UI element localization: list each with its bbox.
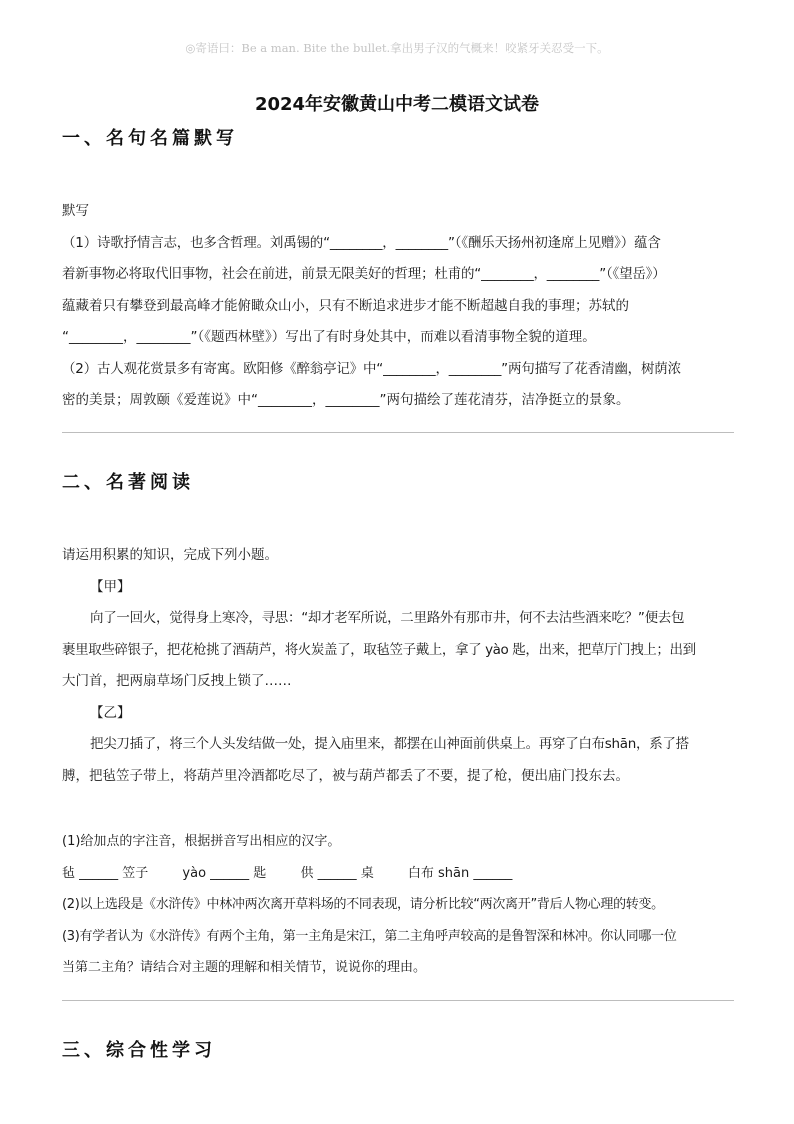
passage-jia-line: 向了一回火，觉得身上寒冷，寻思：“却才老军所说，二里路外有那市井，何不去沽些酒来吃？”便去包 <box>90 610 685 626</box>
passage-jia-label: 【甲】 <box>90 578 131 595</box>
section-heading-2: 二、名著阅读 <box>62 472 194 493</box>
section-2-body <box>62 540 734 792</box>
section-heading-3: 三、综合性学习 <box>62 1040 216 1061</box>
section-1-line: 密的美景；周敦颐《爱莲说》中“________，________”两句描绘了莲花清芬，洁净挺立的景象。 <box>62 392 630 408</box>
answer-blank: 供 ______ 桌 <box>300 865 374 881</box>
section-1-line: （2）古人观花赏景多有寄寓。欧阳修《醉翁亭记》中“________，________”两句描写了花香清幽，树荫浓 <box>62 360 681 377</box>
document-title: 2024年安徽黄山中考二模语文试卷 <box>254 94 540 115</box>
section-2-intro: 请运用积累的知识，完成下列小题。 <box>62 547 278 563</box>
passage-jia-line: 裹里取些碎银子，把花枪挑了酒葫芦，将火炭盖了，取毡笠子戴上，拿了 yào 匙，出来，把草厅门拽上；出到 <box>62 641 696 658</box>
answer-blank: yào ______ 匙 <box>182 865 267 881</box>
divider <box>62 1000 734 1001</box>
answer-blank: 毡 ______ 笠子 <box>62 865 149 881</box>
question-3-line: 当第二主角？请结合对主题的理解和相关情节，说说你的理由。 <box>62 960 427 975</box>
section-1-line: 蕴藏着只有攀登到最高峰才能俯瞰众山小，只有不断追求进步才能不断超越自我的事理；苏轼的 <box>62 297 629 314</box>
passage-yi-line: 把尖刀插了，将三个人头发结做一处，提入庙里来，都摆在山神面前供桌上。再穿了白布shān，系了搭 <box>90 736 689 752</box>
answer-blank: 白布 shān ______ <box>407 865 513 881</box>
section-1-line: 着新事物必将取代旧事物，社会在前进，前景无限美好的哲理；杜甫的“________，________”（《望岳》） <box>62 266 666 282</box>
section-1-label: 默写 <box>62 203 89 219</box>
passage-yi-line: 膊，把毡笠子带上，将葫芦里冷酒都吃尽了，被与葫芦都丢了不要，提了枪，便出庙门投东去。 <box>62 767 629 784</box>
question-1: (1)给加点的字注音，根据拼音写出相应的汉字。 <box>62 834 341 849</box>
section-1-body <box>62 196 734 417</box>
section-heading-1: 一、名句名篇默写 <box>62 128 238 149</box>
section-1-line: （1）诗歌抒情言志，也多含哲理。刘禹锡的“________，________”（《酬乐天扬州初逢席上见赠》）蕴含 <box>62 234 661 251</box>
passage-jia-line: 大门首，把两扇草场门反拽上锁了…… <box>62 673 292 689</box>
question-3-line: (3)有学者认为《水浒传》有两个主角，第一主角是宋江，第二主角呼声较高的是鲁智深和林冲。你认同哪一位 <box>62 928 677 944</box>
section-1-line: “________，________”（《题西林壁》）写出了有时身处其中，而难以看清事物全貌的道理。 <box>62 329 596 345</box>
question-2: (2)以上选段是《水浒传》中林冲两次离开草料场的不同表现，请分析比较“两次离开”背后人物心理的转变。 <box>62 897 664 912</box>
passage-yi-label: 【乙】 <box>90 704 131 721</box>
watermark: ◎寄语曰：Be a man. Bite the bullet.拿出男子汉的气概来！咬紧牙关忍受一下。 <box>185 41 609 55</box>
section-2-questions <box>62 826 734 984</box>
question-1-answers <box>62 858 734 890</box>
divider <box>62 432 734 433</box>
